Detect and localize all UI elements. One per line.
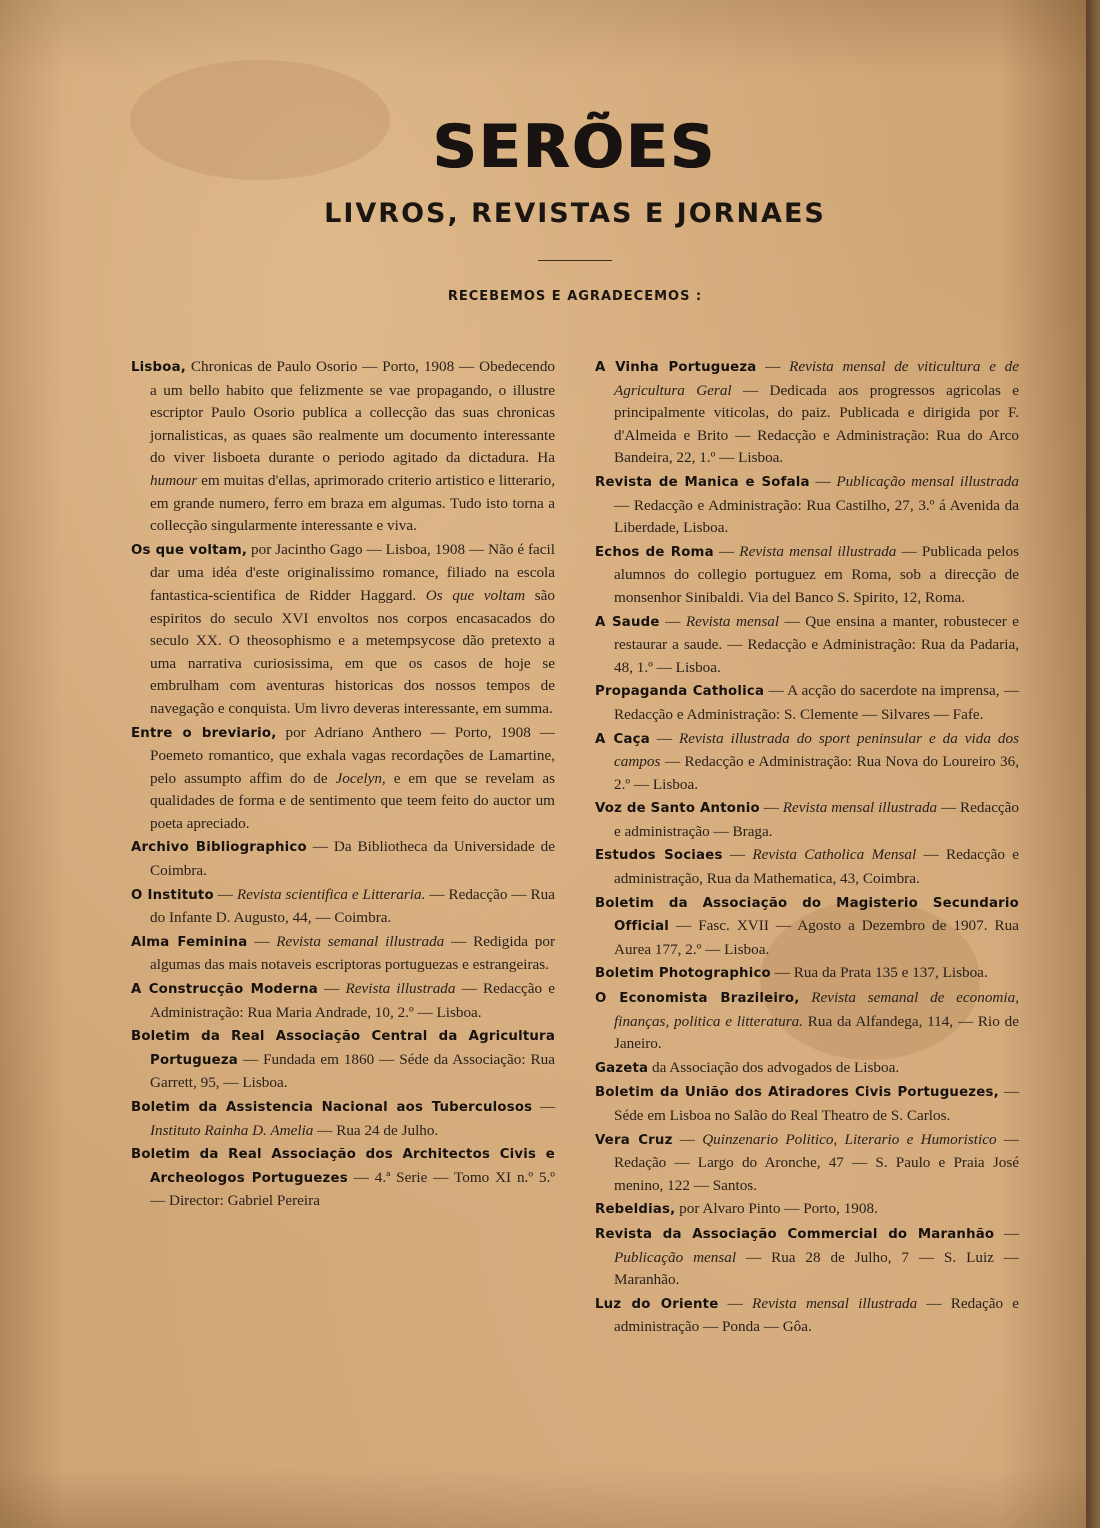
entry-title: Os que voltam,	[131, 542, 248, 558]
entry-text: —	[815, 472, 837, 490]
entry-text: —	[763, 799, 783, 817]
entry-italic-text: Publicação mensal illustrada	[836, 472, 1019, 490]
listing-entry	[131, 1143, 555, 1213]
section-heading: RECEBEMOS E AGRADECEMOS :	[447, 289, 703, 304]
entry-title: Archivo Bibliographico	[131, 840, 307, 856]
divider	[538, 260, 612, 261]
entry-text: —	[718, 542, 740, 560]
entry-italic-text: Revista semanal de economia, finanças, politica e litteratura.	[614, 989, 1020, 1030]
entry-italic-text: humour	[150, 471, 198, 489]
entry-title: Revista de Manica e Sofala	[595, 474, 810, 490]
entry-title: O Instituto	[131, 887, 214, 903]
entry-title: Boletim da Associação do Magisterio Secundario Official	[595, 895, 1019, 935]
entry-italic-text: Jocelyn,	[335, 769, 386, 787]
entry-text: — Redacção e Administração: Rua Nova do Loureiro 36, 2.º — Lisboa.	[614, 753, 1019, 793]
listing-entry	[595, 1081, 1019, 1127]
listing-entry	[595, 471, 1019, 540]
listing-entry	[595, 962, 1019, 986]
listing-entry	[131, 978, 555, 1024]
entry-title: A Construcção Moderna	[131, 982, 318, 998]
entry-title: Echos de Roma	[595, 544, 714, 560]
entry-text: — A acção do sacerdote na imprensa, — Redacção e Administração: S. Clemente — Silvares — Fafe.	[614, 682, 1019, 723]
listing-entry	[595, 892, 1019, 962]
entry-text: por Jacintho Gago — Lisboa, 1908 — Não é facil dar uma idéa d'este originalissimo romance, filiado na escola fantastica-scientifica de Ridder Haggard.	[150, 540, 555, 604]
entry-text: — Séde em Lisboa no Salão do Real Theatro de S. Carlos.	[614, 1083, 1019, 1124]
entry-text: por Adriano Anthero — Porto, 1908 — Poemeto romantico, que exhala vagas recordações de Lamartine, pelo assumpto affim do de	[150, 723, 555, 787]
entry-text: —	[765, 358, 790, 375]
entry-text: — Da Bibliotheca da Universidade de Coimbra.	[150, 838, 556, 880]
entry-italic-text: Revista mensal illustrada	[782, 799, 938, 817]
entry-title: Gazeta	[595, 1060, 649, 1076]
entry-title: Entre o breviario,	[131, 725, 277, 741]
listing-entry	[595, 1198, 1019, 1222]
listing-entry	[595, 797, 1019, 843]
entry-text: —	[1003, 1224, 1020, 1242]
entry-text: em muitas d'ellas, aprimorado criterio artistico e litterario, em grande numero, ferro em braza em algumas. Tudo isto torna a collecção singularmente interessante e viva.	[150, 471, 555, 535]
entry-italic-text: Revista Catholica Mensal	[752, 846, 917, 864]
entry-text: — Redacção — Rua do Infante D. Augusto, 44, — Coimbra.	[150, 885, 556, 927]
entry-text: —	[539, 1098, 556, 1115]
entry-text: e em que se revelam as qualidades de forma e de sentimento que teem feito do auctor um poeta apreciado.	[150, 769, 555, 832]
entry-text: — Redacção e administração, Rua da Mathematica, 43, Coimbra.	[614, 846, 1019, 888]
entry-text: — Dedicada aos progressos agricolas e principalmente viticolas, do paiz. Publicada e dirigida por F. d'Almeida e Brito — Redacção e Administração: Rua do Arco Bandeira, 22, 1.º — Lisboa.	[614, 381, 1019, 467]
entry-title: A Vinha Portugueza	[595, 360, 757, 375]
entry-italic-text: Os que voltam	[425, 586, 526, 604]
entry-text: — Redigida por algumas das mais notaveis escriptoras portuguezas e estrangeiras.	[150, 932, 555, 974]
listing-entry	[131, 1025, 555, 1095]
entry-italic-text: Revista illustrada	[345, 980, 456, 998]
listing-entry	[595, 541, 1019, 610]
entry-italic-text: Revista mensal de viticultura e de Agricultura Geral	[614, 358, 1019, 399]
listing-entry	[595, 987, 1019, 1056]
entry-title: Estudos Sociaes	[595, 848, 723, 864]
entry-text: —	[324, 980, 346, 998]
entry-title: Boletim da Real Associação Central da Agricultura Portugueza	[131, 1029, 555, 1068]
listing-entry	[131, 356, 555, 538]
entry-text: da Associação dos advogados de Lisboa.	[651, 1058, 900, 1076]
entry-italic-text: Quinzenario Politico, Literario e Humoristico	[702, 1130, 997, 1148]
entry-text: — Rua da Prata 135 e 137, Lisboa.	[774, 964, 988, 982]
left-column	[131, 356, 555, 1214]
entry-text: — Publicada pelos alumnos do collegio portuguez em Roma, sob a direcção de monsenhor Sinibaldi. Via del Banco S. Spirito, 12, Roma.	[614, 542, 1020, 606]
entry-text: — 4.ª Serie — Tomo XI n.º 5.º — Director: Gabriel Pereira	[150, 1168, 556, 1210]
entry-italic-text: Revista mensal illustrada	[739, 542, 897, 560]
entry-title: Voz de Santo Antonio	[595, 801, 760, 817]
entry-italic-text: Revista mensal illustrada	[752, 1294, 918, 1312]
entry-text: —	[217, 885, 237, 903]
entry-text: são espiritos do seculo XVI envoltos nos corpos encasacados do seculo XX. O theosophismo e a metempsycose dão pretexto a uma narrativa curiosissima, em que os casos de hoje se embrulham com aventuras historicas dos nossos tempos de navegação e conquista. Um livro deveras interessante, em summa.	[150, 586, 555, 717]
page-title: SERÕES	[433, 112, 717, 182]
entry-title: A Caça	[595, 731, 650, 747]
listing-entry	[595, 680, 1019, 726]
entry-text: — Redacção e Administração: Rua Maria Andrade, 10, 2.º — Lisboa.	[150, 980, 555, 1021]
entry-title: Boletim Photographico	[595, 966, 771, 982]
entry-title: Boletim da Assistencia Nacional aos Tuberculosos	[131, 1100, 533, 1115]
entry-text: —	[254, 932, 277, 950]
listing-entry	[131, 884, 555, 930]
listing-entry	[131, 539, 555, 721]
listing-entry	[131, 1096, 555, 1142]
listing-entry	[131, 836, 555, 882]
entry-text: — Redação e administração — Ponda — Gôa.	[614, 1294, 1020, 1336]
entry-italic-text: Revista mensal	[685, 612, 780, 630]
entry-text: — Fundada em 1860 — Séde da Associação: Rua Garrett, 95, — Lisboa.	[150, 1050, 555, 1092]
entry-text: —	[727, 1294, 753, 1312]
listing-entry	[131, 931, 555, 977]
entry-title: Alma Feminina	[131, 934, 248, 950]
entry-title: Rebeldias,	[595, 1202, 676, 1218]
right-column	[595, 356, 1019, 1340]
entry-italic-text: Revista scientifica e Litteraria.	[236, 885, 426, 903]
entry-title: Vera Cruz	[595, 1132, 673, 1148]
entry-text: Rua da Alfandega, 114, — Rio de Janeiro.	[614, 1012, 1019, 1053]
entry-text: por Alvaro Pinto — Porto, 1908.	[679, 1200, 878, 1218]
entry-text: — Rua 24 de Julho.	[313, 1121, 439, 1139]
listing-entry	[595, 1129, 1019, 1198]
entry-text: Chronicas de Paulo Osorio — Porto, 1908 — Obedecendo a um bello habito que felizmente se vae propagando, o illustre escriptor Paulo Osorio publica a collecção das suas chronicas jornalisticas, as quaes são realmente um documento interessante do viver lisboeta durante o periodo agitado da dictadura. Ha	[150, 358, 556, 467]
entry-text: —	[665, 612, 686, 630]
entry-italic-text: Instituto Rainha D. Amelia	[150, 1121, 314, 1139]
entry-title: Lisboa,	[131, 360, 187, 375]
listing-entry	[595, 844, 1019, 890]
entry-text: —	[656, 729, 679, 747]
entry-text: — Redacção e Administração: Rua Castilho, 27, 3.º á Avenida da Liberdade, Lisboa.	[614, 496, 1019, 537]
entry-title: O Economista Brazileiro,	[595, 991, 800, 1007]
entry-text: — Rua 28 de Julho, 7 — S. Luiz — Maranhão.	[614, 1248, 1019, 1289]
entry-title: Boletim da Real Associação dos Architectos Civis e Archeologos Portuguezes	[131, 1147, 555, 1186]
listing-entry	[131, 722, 555, 836]
entry-text: —	[729, 846, 753, 864]
entry-title: Boletim da União dos Atiradores Civis Portuguezes,	[595, 1085, 999, 1101]
entry-italic-text: Revista semanal illustrada	[276, 932, 445, 950]
listing-entry	[595, 1057, 1019, 1081]
entry-title: Revista da Associação Commercial do Maranhão	[595, 1226, 995, 1242]
listing-entry	[595, 356, 1019, 470]
entry-text: — Redacção e administração — Braga.	[614, 799, 1020, 840]
page-edge	[1086, 0, 1100, 1528]
entry-title: Propaganda Catholica	[595, 684, 765, 700]
entry-italic-text: Revista illustrada do sport peninsular e da vida dos campos	[614, 729, 1020, 771]
entry-title: Luz do Oriente	[595, 1296, 719, 1312]
listing-entry	[595, 728, 1019, 797]
listing-entry	[595, 1223, 1019, 1292]
entry-text: — Redação — Largo do Aronche, 47 — S. Paulo e Praia José menino, 122 — Santos.	[614, 1130, 1019, 1194]
page-subtitle: LIVROS, REVISTAS E JORNAES	[324, 198, 826, 229]
listing-entry	[595, 611, 1019, 680]
entry-text: — Que ensina a manter, robustecer e restaurar a saude. — Redacção e Administração: Rua da Padaria, 48, 1.º — Lisboa.	[614, 612, 1020, 676]
entry-text: — Fasc. XVII — Agosto a Dezembro de 1907. Rua Aurea 177, 2.º — Lisboa.	[614, 917, 1019, 958]
listing-entry	[595, 1293, 1019, 1339]
entry-title: A Saude	[595, 614, 660, 630]
entry-italic-text: Publicação mensal	[614, 1248, 737, 1266]
entry-text: —	[679, 1130, 703, 1148]
